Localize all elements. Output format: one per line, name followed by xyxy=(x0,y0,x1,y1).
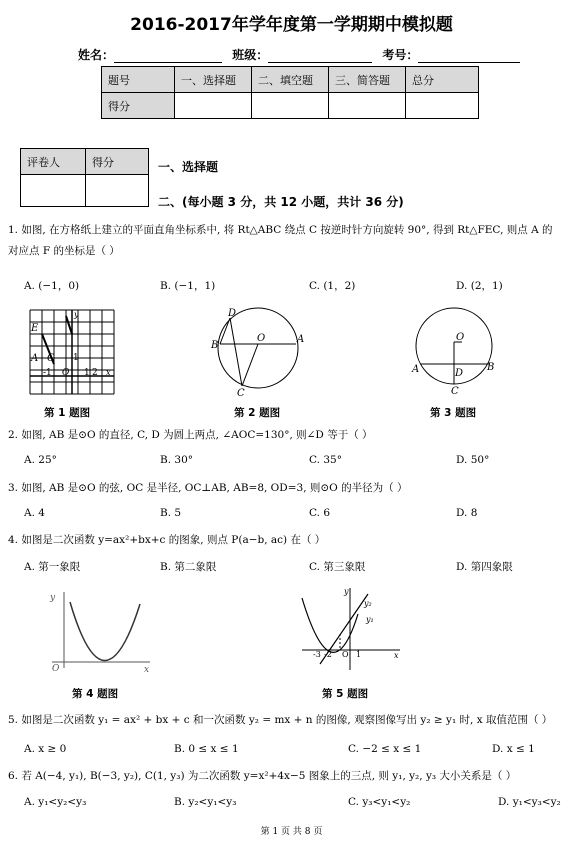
svg-text:B: B xyxy=(487,362,495,373)
grader-table xyxy=(20,148,149,207)
question-3: 3. 如图, AB 是⊙O 的弦, OC 是半径, OC⊥AB, AB=8, OD=3, 则⊙O 的半径为（ ） xyxy=(8,482,408,494)
q6-option-d[interactable]: D. y₁<y₃<y₂ xyxy=(498,796,561,808)
q4-option-b[interactable]: B. 第二象限 xyxy=(160,561,217,573)
q4-option-c[interactable]: C. 第三象限 xyxy=(309,561,366,573)
q1-option-b[interactable]: B. (−1，1) xyxy=(160,280,216,292)
score-header-cell: 题号 xyxy=(102,67,175,93)
q2-option-d[interactable]: D. 50° xyxy=(456,454,490,466)
score-header-cell: 总分 xyxy=(406,67,479,93)
grader-score-header: 得分 xyxy=(86,149,149,175)
svg-text:1: 1 xyxy=(356,650,362,659)
svg-text:-3: -3 xyxy=(313,650,321,659)
q2-option-a[interactable]: A. 25° xyxy=(24,454,57,466)
svg-text:-1: -1 xyxy=(43,368,52,378)
q5-option-c[interactable]: C. −2 ≤ x ≤ 1 xyxy=(348,743,422,755)
figure-3-caption: 第 3 题图 xyxy=(430,407,477,419)
question-2: 2. 如图, AB 是⊙O 的直径, C, D 为圆上两点, ∠AOC=130°, 则∠D 等于（ ） xyxy=(8,429,373,441)
score-table xyxy=(101,66,479,119)
svg-text:E: E xyxy=(31,323,39,334)
svg-text:y₂: y₂ xyxy=(364,599,372,608)
name-field[interactable] xyxy=(114,50,222,63)
score-cell[interactable] xyxy=(175,93,252,119)
q4-option-a[interactable]: A. 第一象限 xyxy=(24,561,81,573)
figure-4-parabola xyxy=(44,588,156,674)
grader-cell[interactable] xyxy=(21,175,86,207)
svg-text:y: y xyxy=(74,310,79,319)
svg-text:A: A xyxy=(31,353,39,364)
svg-text:y₁: y₁ xyxy=(366,615,374,624)
svg-text:O: O xyxy=(257,333,266,344)
svg-text:A: A xyxy=(412,364,420,375)
q3-option-c[interactable]: C. 6 xyxy=(309,507,331,519)
q6-option-a[interactable]: A. y₁<y₂<y₃ xyxy=(24,796,87,808)
svg-text:-2: -2 xyxy=(324,650,332,659)
name-label: 姓名： xyxy=(78,48,115,62)
q6-option-b[interactable]: B. y₂<y₁<y₃ xyxy=(174,796,237,808)
grader-header: 评卷人 xyxy=(21,149,86,175)
svg-text:O: O xyxy=(342,650,349,659)
svg-text:O: O xyxy=(52,664,60,674)
svg-text:D: D xyxy=(455,368,464,379)
score-cell[interactable] xyxy=(329,93,406,119)
score-cell[interactable] xyxy=(406,93,479,119)
exam-no-label: 考号： xyxy=(382,48,419,62)
q2-option-c[interactable]: C. 35° xyxy=(309,454,342,466)
svg-text:O: O xyxy=(62,368,70,378)
svg-text:D: D xyxy=(228,308,237,319)
score-row-label: 得分 xyxy=(102,93,175,119)
class-label: 班级： xyxy=(232,48,269,62)
svg-text:C: C xyxy=(47,353,55,364)
q6-option-c[interactable]: C. y₃<y₁<y₂ xyxy=(348,796,411,808)
class-field[interactable] xyxy=(268,50,372,63)
figure-1-grid xyxy=(26,308,116,398)
svg-text:y: y xyxy=(344,587,349,596)
page-title: 2016-2017年学年度第一学期期中模拟题 xyxy=(130,15,453,35)
q3-option-b[interactable]: B. 5 xyxy=(160,507,182,519)
figure-4-caption: 第 4 题图 xyxy=(72,688,119,700)
svg-text:x: x xyxy=(106,368,111,377)
svg-text:O: O xyxy=(456,332,465,343)
question-1-line2: 对应点 F 的坐标是（ ） xyxy=(8,245,120,257)
q5-option-a[interactable]: A. x ≥ 0 xyxy=(24,743,67,755)
question-5: 5. 如图是二次函数 y₁ = ax² + bx + c 和一次函数 y₂ = mx + n 的图像, 观察图像写出 y₂ ≥ y₁ 时, x 取值范围（ ） xyxy=(8,714,553,726)
svg-text:C: C xyxy=(237,388,245,399)
score-header-cell: 三、简答题 xyxy=(329,67,406,93)
q2-option-b[interactable]: B. 30° xyxy=(160,454,194,466)
svg-text:x: x xyxy=(394,651,399,660)
page-footer: 第 1 页 共 8 页 xyxy=(260,827,323,837)
figure-5-caption: 第 5 题图 xyxy=(322,688,369,700)
q3-option-a[interactable]: A. 4 xyxy=(24,507,45,519)
score-header-cell: 一、选择题 xyxy=(175,67,252,93)
svg-text:1: 1 xyxy=(73,353,79,363)
figure-5-parabola-line xyxy=(294,584,404,674)
question-6: 6. 若 A(−4, y₁), B(−3, y₂), C(1, y₃) 为二次函数 y=x²+4x−5 图象上的三点, 则 y₁, y₂, y₃ 大小关系是（ ） xyxy=(8,770,517,782)
figure-2-circle xyxy=(208,304,308,400)
q3-option-d[interactable]: D. 8 xyxy=(456,507,478,519)
question-1-line1: 1. 如图, 在方格纸上建立的平面直角坐标系中, 将 Rt△ABC 绕点 C 按逆时针方向旋转 90°, 得到 Rt△FEC, 则点 A 的 xyxy=(8,224,553,236)
q1-option-a[interactable]: A. (−1，0) xyxy=(24,280,80,292)
figure-1-caption: 第 1 题图 xyxy=(44,407,91,419)
grader-score-cell[interactable] xyxy=(86,175,149,207)
score-header-cell: 二、填空题 xyxy=(252,67,329,93)
svg-text:1: 1 xyxy=(84,368,90,378)
svg-text:2: 2 xyxy=(92,368,98,378)
question-1 xyxy=(8,222,580,260)
q1-option-c[interactable]: C. (1，2) xyxy=(309,280,356,292)
score-cell[interactable] xyxy=(252,93,329,119)
figure-3-circle xyxy=(410,306,500,396)
svg-text:A: A xyxy=(297,334,305,345)
q1-option-d[interactable]: D. (2，1) xyxy=(456,280,503,292)
section-subheading: 二、(每小题 3 分，共 12 小题，共计 36 分) xyxy=(158,195,404,209)
exam-no-field[interactable] xyxy=(418,50,520,63)
q5-option-d[interactable]: D. x ≤ 1 xyxy=(492,743,535,755)
question-4: 4. 如图是二次函数 y=ax²+bx+c 的图象, 则点 P(a−b, ac) 在（ ） xyxy=(8,534,326,546)
figure-2-caption: 第 2 题图 xyxy=(234,407,281,419)
svg-text:y: y xyxy=(50,593,56,603)
q5-option-b[interactable]: B. 0 ≤ x ≤ 1 xyxy=(174,743,239,755)
svg-text:B: B xyxy=(211,340,219,351)
q4-option-d[interactable]: D. 第四象限 xyxy=(456,561,513,573)
section-heading: 一、选择题 xyxy=(158,160,219,174)
svg-text:x: x xyxy=(144,665,150,674)
student-info-line xyxy=(78,46,520,63)
svg-text:C: C xyxy=(451,386,459,396)
